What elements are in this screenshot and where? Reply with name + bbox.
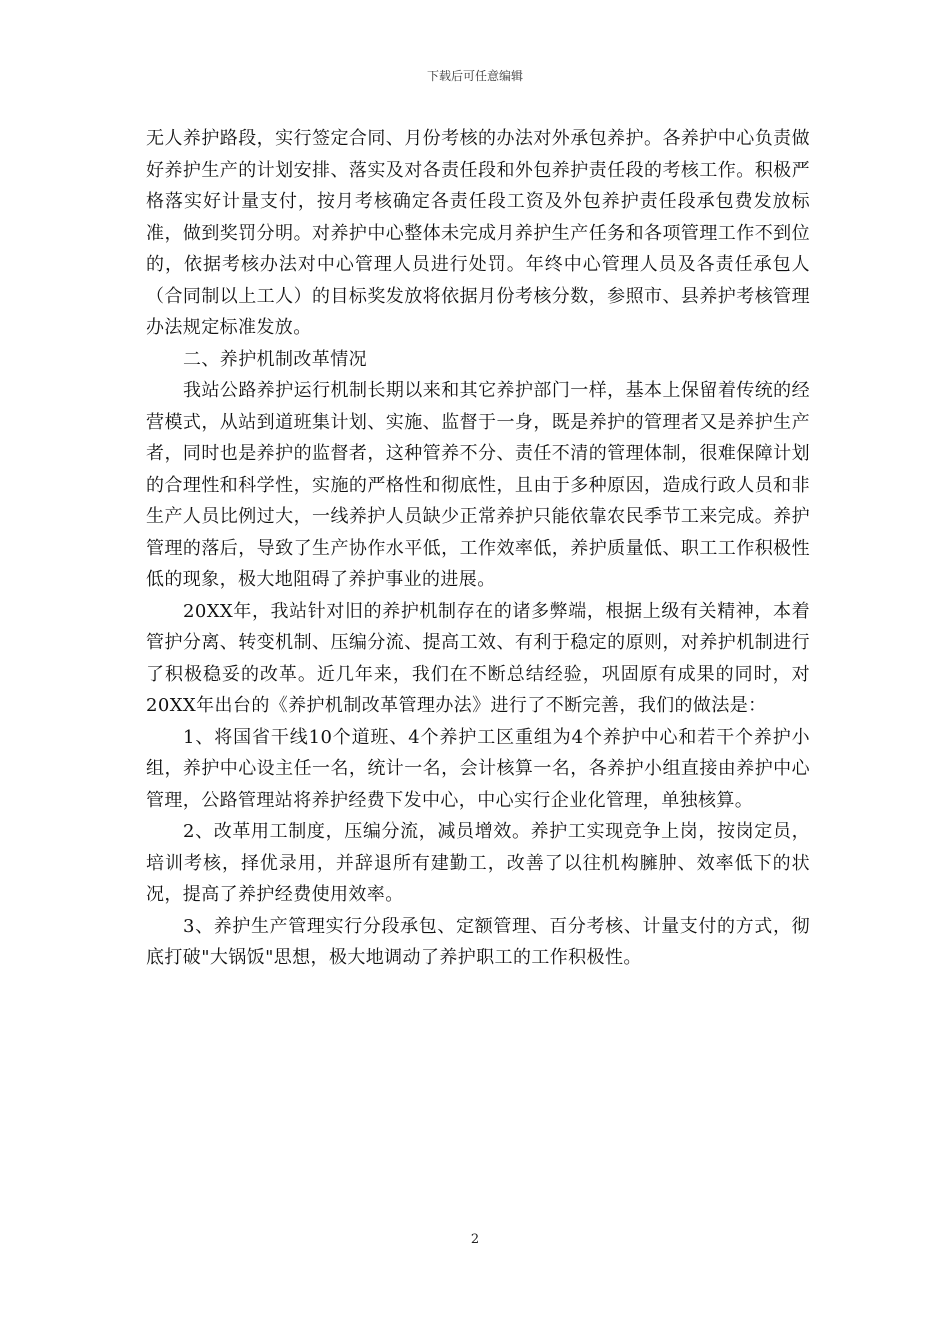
page-header: 下载后可任意编辑 bbox=[426, 69, 523, 83]
list-item-employment-reform: 2、改革用工制度，压编分流，减员增效。养护工实现竞争上岗，按岗定员，培训考核，择优录用，并辞退所有建勤工，改善了以往机构臃肿、效率低下的状况，提高了养护经费使用效率。 bbox=[146, 821, 810, 905]
list-item-production-management: 3、养护生产管理实行分段承包、定额管理、百分考核、计量支付的方式，彻底打破"大锅饭"思想，极大地调动了养护职工的工作积极性。 bbox=[146, 915, 810, 968]
paragraph-contract-maintenance: 无人养护路段，实行签定合同、月份考核的办法对外承包养护。各养护中心负责做好养护生产的计划安排、落实及对各责任段和外包养护责任段的考核工作。积极严格落实好计量支付，按月考核确定各责任段工资及外包养护责任段承包费发放标准，做到奖罚分明。对养护中心整体未完成月养护生产任务和各项管理工作不到位的，依据考核办法对中心管理人员进行处罚。年终中心管理人员及各责任承包人（合同制以上工人）的目标奖发放将依据月份考核分数，参照市、县养护考核管理办法规定标准发放。 bbox=[146, 128, 810, 338]
document-body bbox=[146, 123, 810, 974]
paragraph-old-mechanism: 我站公路养护运行机制长期以来和其它养护部门一样，基本上保留着传统的经营模式，从站到道班集计划、实施、监督于一身，既是养护的管理者又是养护生产者，同时也是养护的监督者，这种管养不分、责任不清的管理体制，很难保障计划的合理性和科学性，实施的严格性和彻底性，且由于多种原因，造成行政人员和非生产人员比例过大，一线养护人员缺少正常养护只能依靠农民季节工来完成。养护管理的落后，导致了生产协作水平低，工作效率低，养护质量低、职工工作积极性低的现象，极大地阻碍了养护事业的进展。 bbox=[146, 380, 810, 590]
list-item-reorganization: 1、将国省干线10个道班、4个养护工区重组为4个养护中心和若干个养护小组，养护中心设主任一名，统计一名，会计核算一名，各养护小组直接由养护中心管理，公路管理站将养护经费下发中心，中心实行企业化管理，单独核算。 bbox=[146, 726, 810, 811]
paragraph-reform-principles: 20XX年，我站针对旧的养护机制存在的诸多弊端，根据上级有关精神，本着管护分离、转变机制、压编分流、提高工效、有利于稳定的原则，对养护机制进行了积极稳妥的改革。近几年来，我们在不断总结经验，巩固原有成果的同时，对20XX年出台的《养护机制改革管理办法》进行了不断完善，我们的做法是： bbox=[146, 600, 810, 716]
page-number: 2 bbox=[470, 1232, 480, 1247]
section-heading-reform: 二、养护机制改革情况 bbox=[183, 348, 367, 370]
